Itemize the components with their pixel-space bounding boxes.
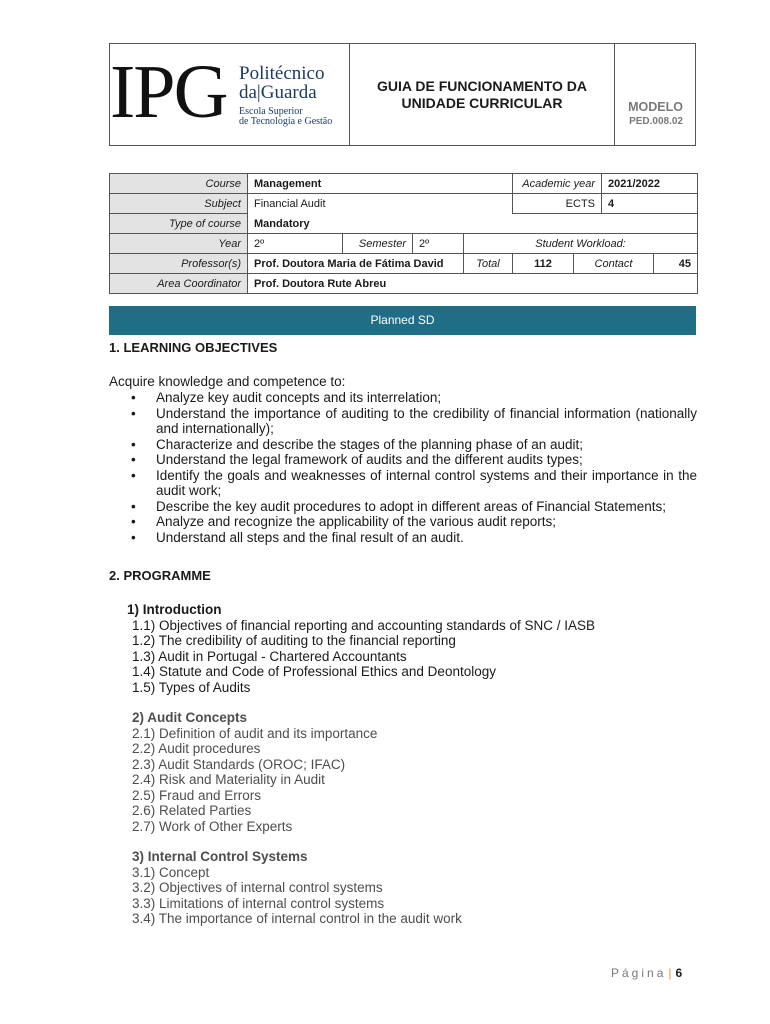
list-item: 3.2) Objectives of internal control systems xyxy=(132,880,383,895)
list-item: 1.1) Objectives of financial reporting and accounting standards of SNC / IASB xyxy=(132,617,596,633)
topic-title: 1) Introduction xyxy=(127,602,222,617)
objectives-intro: Acquire knowledge and competence to: xyxy=(109,374,346,389)
model-code: PED.008.02 xyxy=(629,116,683,127)
contact-value: 45 xyxy=(654,254,698,274)
page-word: Página xyxy=(611,966,667,980)
title-line-2: UNIDADE CURRICULAR xyxy=(401,95,563,111)
list-item: 3.3) Limitations of internal control systems xyxy=(132,895,385,911)
topic-audit-concepts xyxy=(132,710,377,834)
total-value: 112 xyxy=(513,254,574,274)
topic-introduction xyxy=(127,602,595,695)
planned-sd-bar: Planned SD xyxy=(109,306,696,335)
ects-label: ECTS xyxy=(513,194,602,214)
list-item: 3.4) The importance of internal control in the audit work xyxy=(132,911,462,926)
coordinator-value: Prof. Doutora Rute Abreu xyxy=(248,274,698,294)
bullet-text: Understand all steps and the final result of an audit. xyxy=(156,529,464,545)
list-item: 2.3) Audit Standards (OROC; IFAC) xyxy=(132,756,346,772)
logo-ipg-letters: IPG xyxy=(110,50,227,134)
year-label: Year xyxy=(110,234,248,254)
row-type xyxy=(110,214,698,234)
row-course xyxy=(110,174,698,194)
bullet-text: Identify the goals and weaknesses of internal control systems and their importance in the audit work; xyxy=(156,467,697,498)
bullet-text: Analyze key audit concepts and its interrelation; xyxy=(156,390,442,405)
document-header xyxy=(109,43,696,146)
bullet-icon: • xyxy=(131,498,136,514)
list-item: 1.5) Types of Audits xyxy=(132,679,251,695)
semester-value: 2º xyxy=(413,234,464,254)
list-item xyxy=(109,452,697,468)
semester-label: Semester xyxy=(343,234,413,254)
row-year xyxy=(110,234,698,254)
logo-line-2: da|Guarda xyxy=(239,82,317,103)
list-item: 1.3) Audit in Portugal - Chartered Accountants xyxy=(132,648,407,664)
row-professor xyxy=(110,254,698,274)
list-item: 2.2) Audit procedures xyxy=(132,741,261,756)
academic-year-label: Academic year xyxy=(513,174,602,194)
list-item: 2.4) Risk and Materiality in Audit xyxy=(132,772,325,787)
list-item xyxy=(109,514,697,530)
coordinator-label: Area Coordinator xyxy=(110,274,248,294)
course-value: Management xyxy=(248,174,513,194)
list-item: 2.6) Related Parties xyxy=(132,803,252,818)
programme-heading: 2. PROGRAMME xyxy=(109,568,211,583)
academic-year-value: 2021/2022 xyxy=(602,174,698,194)
page-number: 6 xyxy=(675,966,683,980)
page-footer xyxy=(611,966,682,980)
subject-label: Subject xyxy=(110,194,248,214)
list-item xyxy=(109,390,697,406)
list-item xyxy=(109,406,697,437)
bullet-icon: • xyxy=(131,452,136,467)
bullet-text: Understand the legal framework of audits and the different audits types; xyxy=(156,452,583,467)
logo-line-3: Escola Superior xyxy=(239,106,303,117)
list-item: 2.1) Definition of audit and its importance xyxy=(132,725,378,741)
year-value: 2º xyxy=(248,234,343,254)
subject-value: Financial Audit xyxy=(248,194,513,214)
list-item: 2.7) Work of Other Experts xyxy=(132,818,293,834)
list-item xyxy=(109,437,697,453)
logo-line-1: Politécnico xyxy=(239,63,325,84)
bullet-icon: • xyxy=(131,390,136,405)
bullet-icon: • xyxy=(131,436,136,452)
bullet-text: Analyze and recognize the applicability of the various audit reports; xyxy=(156,514,556,529)
type-label: Type of course xyxy=(110,214,248,234)
footer-separator: | xyxy=(668,966,672,980)
bullet-text: Understand the importance of auditing to the credibility of financial information (nationally and internationally); xyxy=(156,405,697,436)
row-subject xyxy=(110,194,698,214)
bullet-text: Characterize and describe the stages of the planning phase of an audit; xyxy=(156,436,584,452)
professor-value: Prof. Doutora Maria de Fátima David xyxy=(248,254,464,274)
topic-title: 2) Audit Concepts xyxy=(132,710,248,725)
row-coordinator xyxy=(110,274,698,294)
contact-label: Contact xyxy=(574,254,654,274)
topic-internal-control xyxy=(132,849,462,927)
list-item: 1.2) The credibility of auditing to the financial reporting xyxy=(132,633,456,648)
type-value: Mandatory xyxy=(248,214,698,234)
document-title xyxy=(350,44,615,145)
total-label: Total xyxy=(464,254,513,274)
workload-label: Student Workload: xyxy=(464,234,698,254)
title-line-1: GUIA DE FUNCIONAMENTO DA xyxy=(377,78,587,94)
objectives-list xyxy=(109,390,697,545)
learning-objectives-heading: 1. LEARNING OBJECTIVES xyxy=(109,340,278,355)
logo-line-4: de Tecnologia e Gestão xyxy=(239,116,333,127)
list-item: 3.1) Concept xyxy=(132,864,210,880)
list-item xyxy=(109,530,697,546)
bullet-text: Describe the key audit procedures to adopt in different areas of Financial Statements; xyxy=(156,498,667,514)
model-box xyxy=(615,44,695,145)
ipg-logo xyxy=(110,44,350,145)
model-label: MODELO xyxy=(628,100,683,114)
list-item xyxy=(109,499,697,515)
list-item: 1.4) Statute and Code of Professional Ethics and Deontology xyxy=(132,664,496,679)
professor-label: Professor(s) xyxy=(110,254,248,274)
ects-value: 4 xyxy=(602,194,698,214)
course-info-table xyxy=(109,173,698,294)
topic-title: 3) Internal Control Systems xyxy=(132,849,308,864)
list-item: 2.5) Fraud and Errors xyxy=(132,787,262,803)
list-item xyxy=(109,468,697,499)
bullet-icon: • xyxy=(131,405,136,421)
bullet-icon: • xyxy=(131,529,136,545)
bullet-icon: • xyxy=(131,467,136,483)
bullet-icon: • xyxy=(131,514,136,529)
course-label: Course xyxy=(110,174,248,194)
